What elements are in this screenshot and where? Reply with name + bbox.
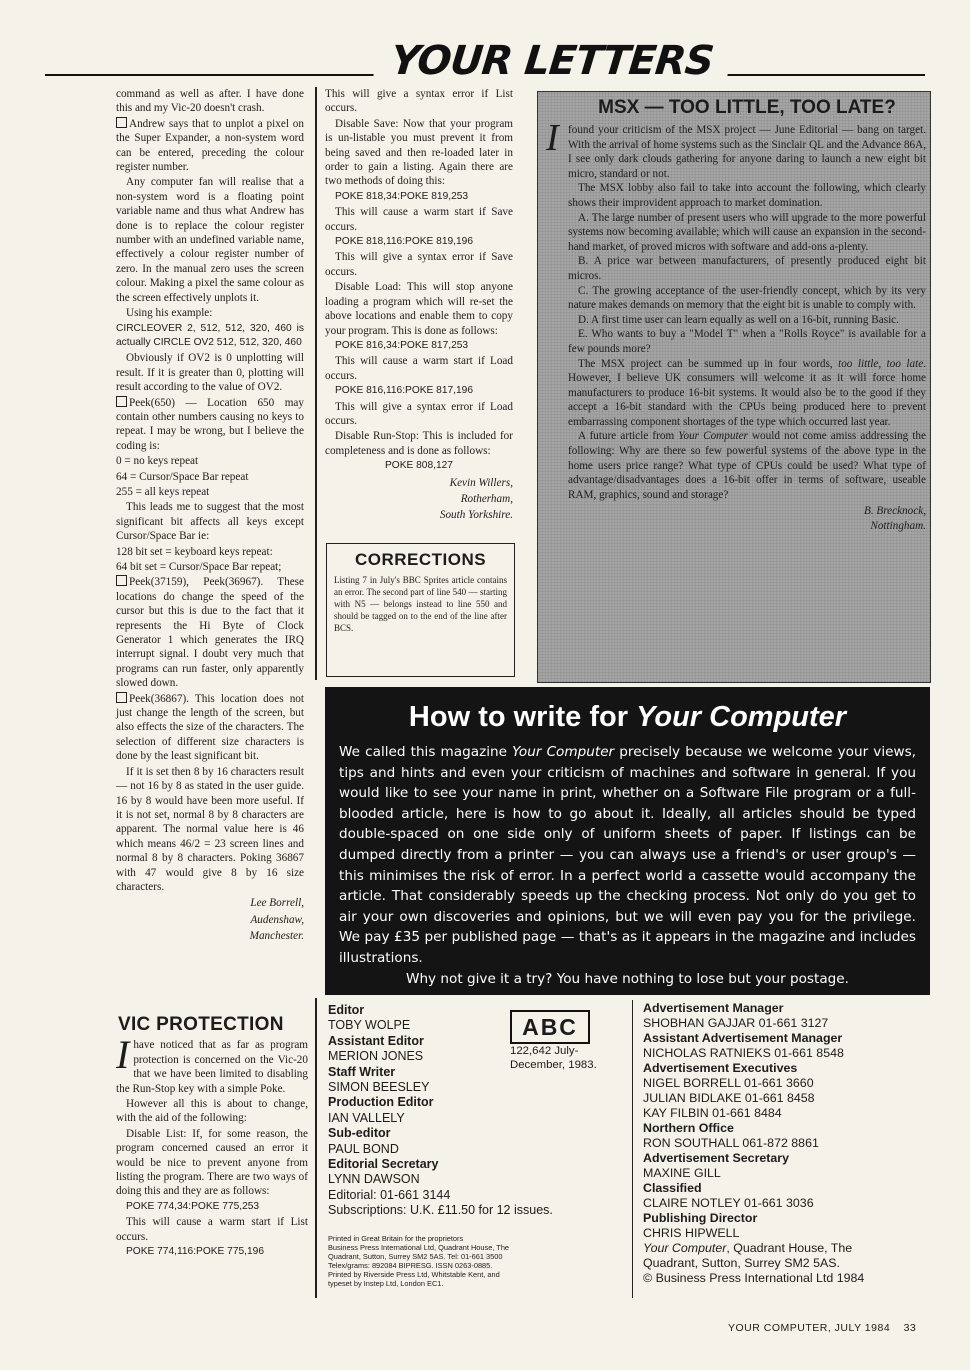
signature-county: South Yorkshire. bbox=[439, 509, 513, 522]
paragraph: This will give a syntax error if Save occurs. bbox=[325, 251, 513, 278]
paragraph: Disable Save: Now that your program is un-listable you must prevent it from being saved and then re-loaded later in order to gain a listing. Again there are two methods of doing this: bbox=[325, 117, 513, 188]
table-line: 255 = all keys repeat bbox=[116, 485, 210, 498]
staff-role: Assistant Advertisement Manager bbox=[643, 1031, 843, 1045]
staff-name: TOBY WOLPE bbox=[328, 1018, 411, 1033]
corrections-heading: CORRECTIONS bbox=[354, 550, 487, 569]
signature-name: Kevin Willers, bbox=[449, 476, 513, 489]
code-line: POKE 774,34:POKE 775,253 bbox=[126, 1200, 260, 1212]
table-line: 128 bit set = keyboard keys repeat: bbox=[116, 545, 273, 558]
staff-role: Advertisement Executives bbox=[643, 1061, 798, 1075]
code-line: CIRCLEOVER 2, 512, 512, 320, 460 is actually CIRCLE OV2 512, 512, 320, 460 bbox=[116, 322, 304, 348]
paragraph: Disable List: If, for some reason, the program concerned caused an error it would be nice to prevent anyone from listing the program. There are two ways of doing this and they are as follows: bbox=[116, 1127, 308, 1198]
circulation-period: December, 1983. bbox=[510, 1058, 597, 1071]
how-to-write-panel bbox=[325, 687, 930, 995]
staff-name: IAN VALLELY bbox=[328, 1110, 405, 1125]
paragraph: The MSX project can be summed up in four words, too little, too late. However, I believe UK consumers will welcome it as it will force home manufacturers to produce 16-bit systems. It would also be to the good if they accept a 16-bit standard with the CPUs being produced here to prevent embarrassing component shortages of the type which occurred last year. bbox=[568, 357, 926, 428]
code-line: POKE 816,34:POKE 817,253 bbox=[335, 339, 469, 351]
msx-body bbox=[546, 117, 926, 534]
paragraph: If it is set then 8 by 16 characters result — not 16 by 8 as stated in the user guide. 16 by 8 would have been more useful. If it is not set, normal 8 by 8 characters are apparent. The normal value here is 46 which means 46/2 = 23 screen lines and normal 8 by 8 characters. Poking 36867 with 47 would give 8 by 16 size characters. bbox=[116, 765, 304, 893]
staff-role: Publishing Director bbox=[643, 1211, 758, 1225]
paragraph: B. A price war between manufacturers, of presently produced eight bit micros. bbox=[568, 255, 926, 282]
advertising-staff-list bbox=[643, 1001, 933, 1286]
paragraph: Using his example: bbox=[126, 307, 213, 320]
paragraph: A future article from Your Computer would not come amiss addressing the following: Why are there so few powerful systems of the above type in the home users price range? What type of CPUs could be used? What type of advantage/disadvantages does a 16-bit offer in terms of software, useable RAM, graphics, sound and storage? bbox=[568, 430, 926, 501]
paragraph: Disable Load: This will stop anyone loading a program which will re-set the above locations and enable them to copy your program. This is done as follows: bbox=[325, 281, 513, 337]
paragraph: This will give a syntax error if Load occurs. bbox=[325, 400, 513, 427]
staff-name: CLAIRE NOTLEY 01-661 3036 bbox=[643, 1196, 814, 1210]
drop-cap: I bbox=[546, 117, 559, 159]
abc-circulation bbox=[510, 1045, 630, 1072]
paragraph: However all this is about to change, with the aid of the following: bbox=[116, 1098, 308, 1125]
square-bullet-icon bbox=[116, 692, 127, 703]
subscription-info: Subscriptions: U.K. £11.50 for 12 issues. bbox=[328, 1203, 553, 1218]
table-line: 64 = Cursor/Space Bar repeat bbox=[116, 470, 249, 483]
imprint-line: Printed by Riverside Press Ltd, Whitstable Kent, and bbox=[328, 1270, 500, 1279]
letter-column-1 bbox=[116, 87, 304, 948]
column-divider bbox=[315, 87, 317, 680]
square-bullet-icon bbox=[116, 117, 127, 128]
signature-town: Nottingham. bbox=[870, 520, 926, 533]
signature-town: Audenshaw, bbox=[250, 913, 304, 926]
code-line: POKE 818,116:POKE 819,196 bbox=[335, 236, 474, 248]
paragraph: This will cause a warm start if Save occurs. bbox=[325, 206, 513, 233]
paragraph: C. The growing acceptance of the user-friendly concept, which by its very nature makes demands on memory that the eight bit is unable to comply with. bbox=[568, 284, 926, 312]
paragraph: This will give a syntax error if List occurs. bbox=[325, 88, 513, 115]
staff-name: CHRIS HIPWELL bbox=[643, 1226, 740, 1240]
staff-name: SIMON BEESLEY bbox=[328, 1080, 430, 1095]
code-line: POKE 774,116:POKE 775,196 bbox=[126, 1246, 265, 1258]
column-divider bbox=[315, 998, 317, 1298]
publisher-address: Your Computer, Quadrant House, The bbox=[643, 1241, 853, 1255]
paragraph: Ifound your criticism of the MSX project — June Editorial — bang on target. With the arrival of home systems such as the Sinclair QL and the Advance 86A, I see only dark clouds gathering for anyone daring to launch a new eight bit micro, standard or not. bbox=[546, 117, 926, 180]
paragraph: Peek(37159), Peek(36967). These locations do change the speed of the cursor but this is due to the fact that it represents the Hi Byte of Clock Generator 1 which generates the IRQ interrupt signal. I doubt very much that programs can run faster, only apparently slowed down. bbox=[116, 576, 304, 690]
square-bullet-icon bbox=[116, 575, 127, 586]
staff-name: NIGEL BORRELL 01-661 3660 bbox=[643, 1076, 814, 1090]
copyright-line: © Business Press International Ltd 1984 bbox=[643, 1271, 865, 1285]
corrections-text: Listing 7 in July's BBC Sprites article contains an error. The second part of line 540 — starting with N5 — belongs instead to line 550 and should be tagged on to the end of the line after BCS. bbox=[334, 575, 507, 633]
paragraph: Ihave noticed that as far as program protection is concerned on the Vic-20 that we have been limited to disabling the Run-Stop key with a simple Poke. bbox=[116, 1032, 308, 1095]
staff-role: Assistant Editor bbox=[328, 1033, 424, 1048]
staff-name: PAUL BOND bbox=[328, 1141, 399, 1156]
how-to-write-body: We called this magazine Your Computer precisely because we welcome your views, tips and hints and even your criticism of machines and software in general. If you would like to see your name in print, whether on a Software File program or a full-blooded article, here is how to go about it. Ideally, all articles should be typed double-spaced on one side only of uniform sheets of paper. If listings can be dumped directly from a printer — you can always use a friend's or user group's — this minimises the risk of error. In a perfect world a cassette would accompany the article. That considerably speeds up the checking process. Not only do you get to air your own discoveries and opinions, but we will even pay you for the privilege. We pay £35 per published page — that's as it appears in the magazine and includes illustrations. bbox=[339, 744, 916, 966]
publisher-address: Quadrant, Sutton, Surrey SM2 5AS. bbox=[643, 1256, 840, 1270]
signature-name: Lee Borrell, bbox=[250, 897, 304, 910]
staff-role: Advertisement Secretary bbox=[643, 1151, 790, 1165]
staff-role: Editorial Secretary bbox=[328, 1157, 439, 1172]
code-line: POKE 808,127 bbox=[385, 460, 453, 472]
editorial-phone: Editorial: 01-661 3144 bbox=[328, 1187, 451, 1202]
staff-name: LYNN DAWSON bbox=[328, 1172, 420, 1187]
staff-name: JULIAN BIDLAKE 01-661 8458 bbox=[643, 1091, 815, 1105]
msx-letter-box bbox=[537, 91, 931, 683]
staff-name: NICHOLAS RATNIEKS 01-661 8548 bbox=[643, 1046, 844, 1060]
corrections-box bbox=[326, 543, 515, 677]
printer-imprint bbox=[328, 1234, 578, 1288]
paragraph: Peek(36867). This location does not just change the length of the screen, but also effects the size of the characters. The selection of different size characters is done by the least significant bit. bbox=[116, 692, 304, 763]
paragraph: This will cause a warm start if List occurs. bbox=[116, 1216, 308, 1243]
circulation-figure: 122,642 July- bbox=[510, 1045, 579, 1057]
paragraph: Disable Run-Stop: This is included for completeness and is done as follows: bbox=[325, 430, 513, 457]
masthead-title: YOUR LETTERS bbox=[373, 38, 732, 84]
paragraph: This leads me to suggest that the most significant bit affects all keys except Cursor/Space Bar ie: bbox=[116, 501, 304, 543]
paragraph: Obviously if OV2 is 0 unplotting will result. If it is greater than 0, plotting will result according to the value of OV2. bbox=[116, 352, 304, 394]
staff-name: KAY FILBIN 01-661 8484 bbox=[643, 1106, 782, 1120]
staff-role: Sub-editor bbox=[328, 1126, 391, 1141]
paragraph: A. The large number of present users who will upgrade to the more powerful systems now becoming available; which will cause an expansion in the second-hand market, of proved micros with software and add-ons a-plenty. bbox=[568, 211, 926, 253]
how-to-write-closing: Why not give it a try? You have nothing to lose but your postage. bbox=[406, 970, 849, 987]
imprint-line: Business Press International Ltd, Quadrant House, The bbox=[328, 1243, 510, 1252]
paragraph: Peek(650) — Location 650 may contain other numbers causing no keys to repeat. I may be wrong, but I believe the coding is: bbox=[116, 396, 304, 452]
signature-name: B. Brecknock, bbox=[863, 505, 926, 518]
staff-name: RON SOUTHALL 061-872 8861 bbox=[643, 1136, 819, 1150]
msx-heading: MSX — TOO LITTLE, TOO LATE? bbox=[598, 97, 896, 118]
imprint-line: Printed in Great Britain for the proprietors bbox=[328, 1234, 464, 1243]
imprint-line: Telex/grams: 892084 BIPRESG. ISSN 0263-0885. bbox=[328, 1261, 493, 1270]
vic-protection-letter bbox=[116, 1014, 308, 1261]
page-number: 33 bbox=[903, 1322, 917, 1334]
letter-column-2 bbox=[325, 87, 513, 527]
imprint-line: typeset by Instep Ltd, London EC1. bbox=[328, 1279, 444, 1288]
paragraph: command as well as after. I have done this and my Vic-20 doesn't crash. bbox=[116, 88, 304, 115]
section-heading: VIC PROTECTION bbox=[118, 1014, 284, 1035]
table-line: 64 bit set = Cursor/Space Bar repeat; bbox=[116, 561, 282, 573]
drop-cap: I bbox=[116, 1032, 130, 1078]
paragraph: Andrew says that to unplot a pixel on the Super Expander, a non-system word can be entered, preceding the colour register number. bbox=[116, 117, 304, 174]
staff-role: Editor bbox=[328, 1003, 365, 1017]
code-line: POKE 818,34:POKE 819,253 bbox=[335, 190, 469, 202]
msx-letter-inner bbox=[546, 92, 926, 534]
signature-town: Rotherham, bbox=[460, 492, 513, 505]
abc-logo: ABC bbox=[510, 1010, 590, 1044]
staff-role: Northern Office bbox=[643, 1121, 734, 1135]
staff-role: Production Editor bbox=[328, 1095, 434, 1110]
page-footer bbox=[728, 1322, 938, 1334]
how-to-write-heading: How to write for Your Computer bbox=[408, 701, 847, 733]
code-line: POKE 816,116:POKE 817,196 bbox=[335, 385, 474, 397]
staff-name: MERION JONES bbox=[328, 1049, 424, 1064]
signature-county: Manchester. bbox=[249, 930, 304, 943]
footer-issue: YOUR COMPUTER, JULY 1984 bbox=[728, 1322, 891, 1334]
staff-role: Classified bbox=[643, 1181, 702, 1195]
paragraph: This will cause a warm start if Load occurs. bbox=[325, 355, 513, 382]
paragraph: Any computer fan will realise that a non-system word is a floating point variable name and thus what Andrew has done is to replace the colour register number with an undefined variable name, effectively a colour register number of zero. In the manual zero uses the screen colour. Making a pixel the same colour as the screen effectively unplots it. bbox=[116, 176, 304, 304]
staff-name: MAXINE GILL bbox=[643, 1166, 721, 1180]
paragraph: D. A first time user can learn equally as well on a 16-bit, running Basic. bbox=[578, 313, 899, 326]
staff-role: Staff Writer bbox=[328, 1064, 396, 1079]
staff-role: Advertisement Manager bbox=[643, 1001, 784, 1015]
imprint-line: Quadrant, Sutton, Surrey SM2 5AS. Tel: 01-661 3500 bbox=[328, 1252, 503, 1261]
square-bullet-icon bbox=[116, 396, 127, 407]
column-divider bbox=[632, 1000, 633, 1298]
paragraph: E. Who wants to buy a "Model T" when a "Rolls Royce" is available for a few pounds more? bbox=[568, 328, 926, 355]
table-line: 0 = no keys repeat bbox=[116, 455, 199, 468]
masthead bbox=[45, 40, 925, 84]
paragraph: The MSX lobby also fail to take into account the following, which clearly shows their improvident approach to market domination. bbox=[568, 182, 926, 209]
staff-name: SHOBHAN GAJJAR 01-661 3127 bbox=[643, 1016, 829, 1030]
